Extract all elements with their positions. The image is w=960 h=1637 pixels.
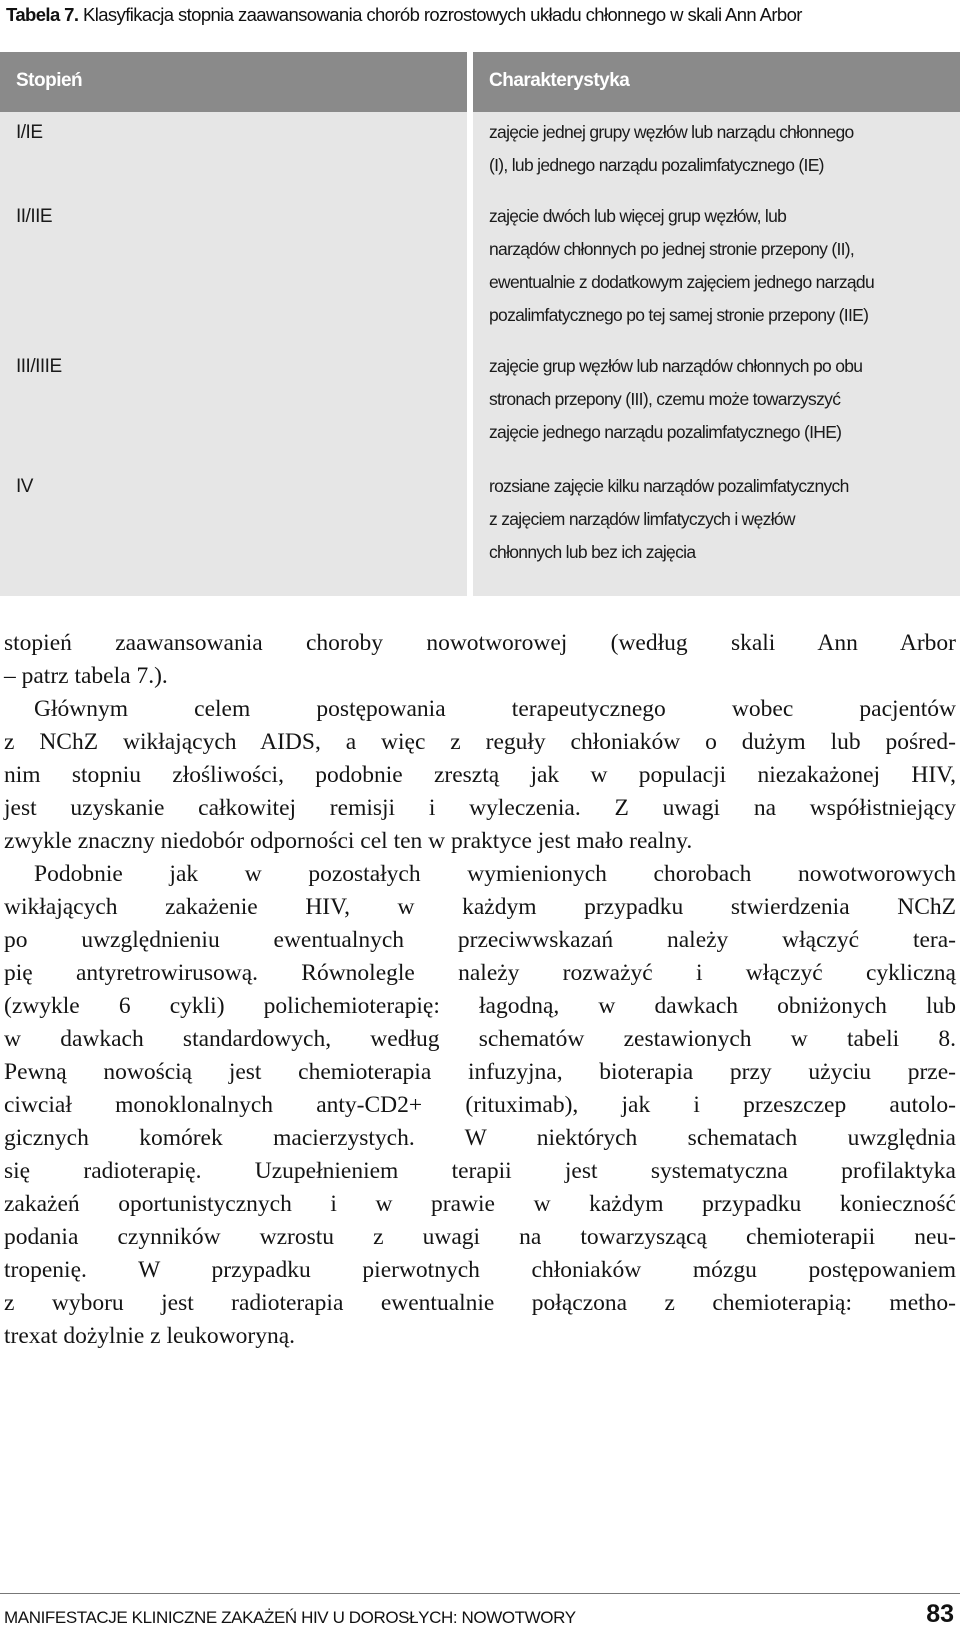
body-line: tropenię. W przypadku pierwotnych chłoniaków mózgu postępowaniem <box>4 1257 956 1283</box>
description-line: narządów chłonnych po jednej stronie przepony (II), <box>489 239 855 259</box>
body-line: zakażeń oportunistycznych i w prawie w każdym przypadku konieczność <box>4 1191 956 1217</box>
table-caption <box>6 4 956 26</box>
table-caption-label: Tabela 7. <box>6 4 79 25</box>
body-line: po uwzględnieniu ewentualnych przeciwwskazań należy włączyć tera- <box>4 927 956 953</box>
stage-description <box>489 116 959 182</box>
stage-label: I/IE <box>16 122 43 143</box>
body-line: podania czynników wzrostu z uwagi na towarzyszącą chemioterapii neu- <box>4 1224 956 1250</box>
body-line: – patrz tabela 7.). <box>4 663 168 689</box>
table-caption-text: Klasyfikacja stopnia zaawansowania chorób rozrostowych układu chłonnego w skali Ann Arbor <box>82 4 802 25</box>
body-line: się radioterapię. Uzupełnieniem terapii jest systematyczna profilaktyka <box>4 1158 956 1184</box>
body-line: wikłających zakażenie HIV, w każdym przypadku stwierdzenia NChZ <box>4 894 956 920</box>
stage-description <box>489 200 959 332</box>
body-line: jest uzyskanie całkowitej remisji i wyleczenia. Z uwagi na współistniejący <box>4 795 956 821</box>
running-footer-title: MANIFESTACJE KLINICZNE ZAKAŻEŃ HIV U DOROSŁYCH: NOWOTWORY <box>4 1608 576 1627</box>
header-characteristics: Charakterystyka <box>473 52 960 112</box>
page-number: 83 <box>926 1600 954 1628</box>
body-line: trexat dożylnie z leukoworyną. <box>4 1323 296 1349</box>
body-line: w dawkach standardowych, według schematów zestawionych w tabeli 8. <box>4 1026 956 1052</box>
description-line: rozsiane zajęcie kilku narządów pozalimfatycznych <box>489 476 849 496</box>
body-line: gicznych komórek macierzystych. W niektórych schematach uwzględnia <box>4 1125 956 1151</box>
stage-label: IV <box>16 476 33 497</box>
description-line: stronach przepony (III), czemu może towarzyszyć <box>489 389 841 409</box>
header-stage: Stopień <box>0 52 467 112</box>
body-line: (zwykle 6 cykli) polichemioterapię: łagodną, w dawkach obniżonych lub <box>4 993 956 1019</box>
description-line: zajęcie grup węzłów lub narządów chłonnych po obu <box>489 356 863 376</box>
body-line: pię antyretrowirusową. Równolegle należy rozważyć i włączyć cykliczną <box>4 960 956 986</box>
description-line: zajęcie dwóch lub więcej grup węzłów, lub <box>489 206 787 226</box>
stage-label: III/IIIE <box>16 356 62 377</box>
description-line: chłonnych lub bez ich zajęcia <box>489 542 696 562</box>
body-line: z wyboru jest radioterapia ewentualnie połączona z chemioterapią: metho- <box>4 1290 956 1316</box>
stage-description <box>489 470 959 569</box>
description-line: ewentualnie z dodatkowym zajęciem jednego narządu <box>489 272 874 292</box>
stage-column <box>0 112 467 596</box>
stage-description <box>489 350 959 449</box>
body-line: Głównym celem postępowania terapeutycznego wobec pacjentów <box>34 696 956 722</box>
description-line: zajęcie jednego narządu pozalimfatycznego (IHE) <box>489 422 842 442</box>
body-line: zwykle znaczny niedobór odporności cel ten w praktyce jest mało realny. <box>4 828 693 854</box>
stage-label: II/IIE <box>16 206 53 227</box>
body-line: Podobnie jak w pozostałych wymienionych chorobach nowotworowych <box>34 861 956 887</box>
footer-divider <box>0 1593 960 1594</box>
body-line: nim stopniu złośliwości, podobnie zresztą jak w populacji niezakażonej HIV, <box>4 762 956 788</box>
description-line: pozalimfatycznego po tej samej stronie przepony (IIE) <box>489 305 869 325</box>
ann-arbor-table <box>0 52 960 596</box>
body-line: stopień zaawansowania choroby nowotworowej (według skali Ann Arbor <box>4 630 956 656</box>
characteristics-column <box>473 112 960 596</box>
body-line: z NChZ wikłających AIDS, a więc z reguły chłoniaków o dużym lub pośred- <box>4 729 956 755</box>
body-line: ciwciał monoklonalnych anty-CD2+ (rituximab), jak i przeszczep autolo- <box>4 1092 956 1118</box>
body-text <box>4 627 956 1353</box>
description-line: zajęcie jednej grupy węzłów lub narządu chłonnego <box>489 122 854 142</box>
description-line: (I), lub jednego narządu pozalimfatycznego (IE) <box>489 155 824 175</box>
description-line: z zajęciem narządów limfatyczych i węzłów <box>489 509 795 529</box>
body-line: Pewną nowością jest chemioterapia infuzyjna, bioterapia przy użyciu prze- <box>4 1059 956 1085</box>
